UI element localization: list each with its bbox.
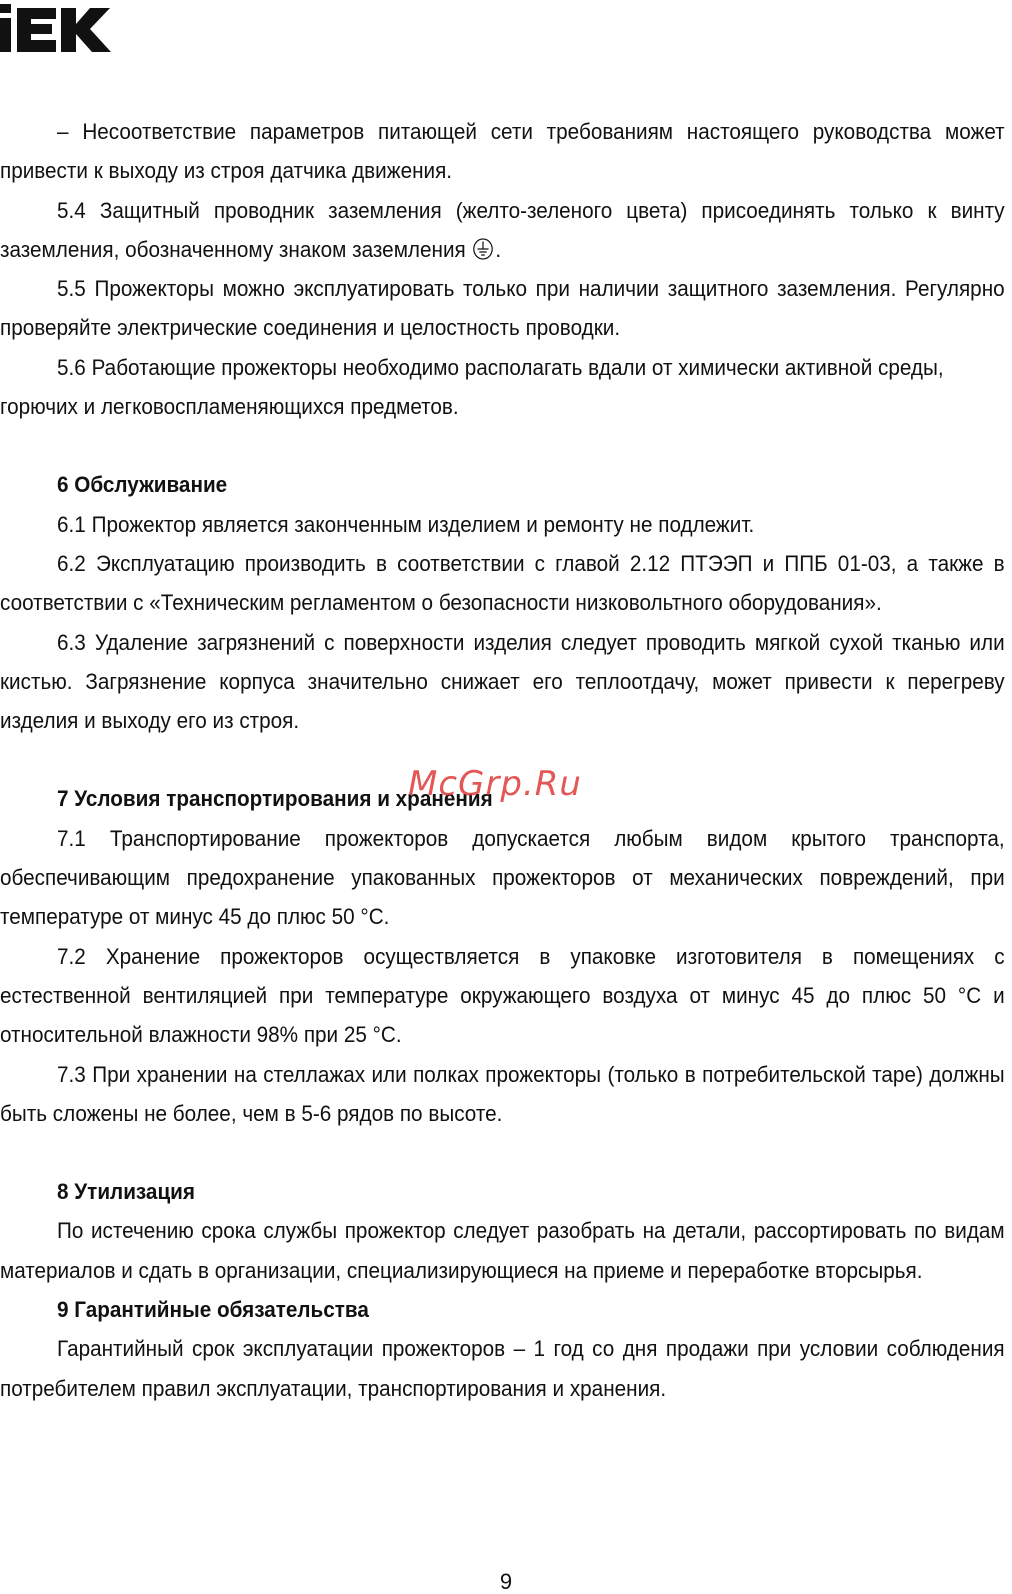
paragraph-5-4 xyxy=(0,191,1005,270)
paragraph-5-4-end: . xyxy=(495,236,502,262)
paragraph-9: Гарантийный срок эксплуатации прожекторов – 1 год со дня продажи при условии соблюдения потребителем правил эксплуатации, транспортирования и хранения. xyxy=(0,1336,1005,1401)
heading-section-6: 6 Обслуживание xyxy=(57,472,228,498)
page-number: 9 xyxy=(499,1569,513,1594)
paragraph-7-3: 7.3 При хранении на стеллажах или полках прожекторы (только в потребительской таре) должны быть сложены не более, чем в 5-6 рядов по высоте. xyxy=(0,1061,1005,1126)
heading-section-8: 8 Утилизация xyxy=(57,1179,195,1205)
paragraph-5-intro: – Несоответствие параметров питающей сети требованиям настоящего руководства может привести к выходу из строя датчика движения. xyxy=(0,119,1005,184)
paragraph-7-2: 7.2 Хранение прожекторов осуществляется в упаковке изготовителя в помещениях с естественной вентиляцией при температуре окружающего воздуха от минус 45 до плюс 50 °С и относительной влажности 98% при 25 °С. xyxy=(0,943,1005,1048)
watermark-text: McGrp.Ru xyxy=(408,764,582,804)
paragraph-6-1: 6.1 Прожектор является законченным изделием и ремонту не подлежит. xyxy=(57,511,755,537)
paragraph-5-4-text: 5.4 Защитный проводник заземления (желто-зеленого цвета) присоединять только к винту заземления, обозначенному знаком заземления xyxy=(0,197,1005,262)
document-body xyxy=(0,112,1005,1408)
heading-section-9: 9 Гарантийные обязательства xyxy=(57,1297,369,1323)
iek-logo xyxy=(0,2,112,54)
paragraph-6-3: 6.3 Удаление загрязнений с поверхности изделия следует проводить мягкой сухой тканью или кистью. Загрязнение корпуса значительно снижает его теплоотдачу, может привести к перегреву изделия и выходу его из строя. xyxy=(0,629,1005,734)
heading-section-7: 7 Условия транспортирования и хранения xyxy=(57,786,493,812)
paragraph-7-1: 7.1 Транспортирование прожекторов допускается любым видом крытого транспорта, обеспечивающим предохранение упакованных прожекторов от механических повреждений, при температуре от минус 45 до плюс 50 °С. xyxy=(0,825,1005,930)
paragraph-6-2: 6.2 Эксплуатацию производить в соответствии с главой 2.12 ПТЭЭП и ППБ 01-03, а также в соответствии с «Техническим регламентом о безопасности низковольтного оборудования». xyxy=(0,550,1005,616)
paragraph-5-6: 5.6 Работающие прожекторы необходимо располагать вдали от химически активной среды, горючих и легковоспламеняющихся предметов. xyxy=(0,354,944,420)
paragraph-5-5: 5.5 Прожекторы можно эксплуатировать только при наличии защитного заземления. Регулярно проверяйте электрические соединения и целостность проводки. xyxy=(0,276,1005,341)
ground-icon xyxy=(473,238,493,260)
paragraph-8: По истечению срока службы прожектор следует разобрать на детали, рассортировать по видам материалов и сдать в организации, специализирующиеся на приеме и переработке вторсырья. xyxy=(0,1218,1005,1283)
